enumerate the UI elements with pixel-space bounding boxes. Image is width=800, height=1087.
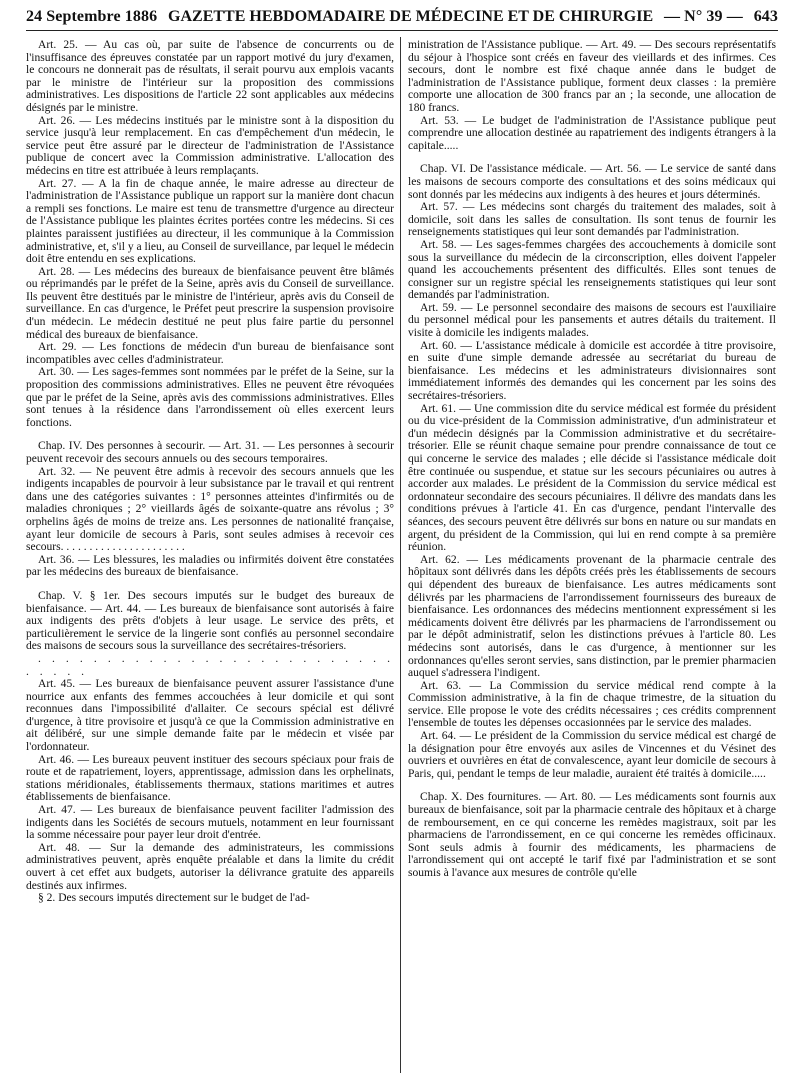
left-column: [26, 39, 394, 1079]
chapter-heading-paragraph: Chap. V. § 1er. Des secours imputés sur le budget des bureaux de bienfaisance. — Art. 44. — Les bureaux de bienfaisance sont autorisés à faire aux indigents des prêts d'objets à leur usage. Le service des prêts, et particulièrement le service de la lingerie sont confiés au personnel secondaire des maisons de secours sous la surveillance des secrétaires-trésoriers.: [26, 589, 394, 653]
ellipsis-line: . . . . . . . . . . . . . . . . . . . . . . . . . . . . . . .: [26, 652, 394, 678]
paragraph: Art. 30. — Les sages-femmes sont nommées par le préfet de la Seine, sur la proposition des commissions administratives. Elles ne peuvent être révoquées que par le préfet de la Seine, après avis des commissions administratives. Elles sont tenues à la résidence dans l'arrondissement où elles exercent leurs fonctions.: [26, 366, 394, 429]
paragraph: Art. 48. — Sur la demande des administrateurs, les commissions administratives peuvent, après enquête préalable et dans la limite du crédit ouvert à cet effet aux budgets, autoriser la délivrance gratuite des appareils destinés aux infirmes.: [26, 841, 394, 892]
paragraph: Art. 29. — Les fonctions de médecin d'un bureau de bienfaisance sont incompatibles avec celles d'administrateur.: [26, 341, 394, 366]
paragraph: Art. 57. — Les médecins sont chargés du traitement des malades, soit à domicile, soit dans les salles de consultation. Ils sont tenus de fournir les renseignements statistiques qui leur sont demandés par l'administration.: [408, 201, 776, 239]
paragraph: Art. 32. — Ne peuvent être admis à recevoir des secours annuels que les indigents incapables de pourvoir à leur subsistance par le travail et qui rentrent dans une des catégories suivantes : 1° personnes atteintes d'infirmités ou de maladies chroniques ; 2° vieillards âgés de soixante-quatre ans révolus ; 3° orphelins âgés de moins de treize ans. Les personnes de nationalité française, ayant leur domicile de secours à Paris, sont seules admises à recevoir ces secours. . . . . . . . . . . . . . . . . . . . . .: [26, 465, 394, 554]
paragraph: Art. 58. — Les sages-femmes chargées des accouchements à domicile sont sous la surveillance du médecin de la circonscription, elles doivent l'appeler quand les accouchements présentent des difficultés. Elles sont tenues de consigner sur un registre spécial les renseignements statistiques qui leur sont demandés par l'administration.: [408, 238, 776, 302]
page-number: 643: [753, 8, 778, 25]
paragraph: Art. 47. — Les bureaux de bienfaisance peuvent faciliter l'admission des indigents dans les Sociétés de secours mutuels, notamment en leur fournissant la somme nécessaire pour payer leur droit d'entrée.: [26, 804, 394, 842]
paragraph: Art. 63. — La Commission du service médical rend compte à la Commission administrative, à la fin de chaque trimestre, de la situation du service. Elle propose le vote des crédits nécessaires ; ces crédits comprennent l'ensemble de toutes les dépenses occasionnées par le service des malades.: [408, 679, 776, 730]
paragraph: Art. 64. — Le président de la Commission du service médical est chargé de la désignation pour être envoyés aux asiles de Vincennes et du Vésinet des ouvriers et ouvrières en état de convalescence, ayant leur domicile de secours à Paris, qui, pendant le temps de leur maladie, auraient été traités à domicile.....: [408, 730, 776, 780]
paragraph: Art. 60. — L'assistance médicale à domicile est accordée à titre provisoire, en suite d'une simple demande adressée au secrétariat du bureau de bienfaisance. Les médecins et les administrateurs divisionnaires sont immédiatement informés des demandes qui les concernent par les soins des secrétaires-trésoriers.: [408, 339, 776, 403]
paragraph: Art. 62. — Les médicaments provenant de la pharmacie centrale des hôpitaux sont délivrés dans les dépôts créés près les établissements de secours qui dépendent des bureaux de bienfaisance. Les autres médicaments sont délivrés par les pharmaciens de l'arrondissement fournisseurs des bureaux de bienfaisance. Les ordonnances des médecins mentionnent expressément si les médicaments doivent être délivrés par les pharmaciens de l'arrondissement ou par le dépôt administratif, selon les distinctions prévues à l'article 80. Les médecins sont autorisés, dans le cas d'urgence, à mentionner sur les ordonnances qu'elles seront servies, sans distinction, par le premier pharmacien auquel s'adressera l'indigent.: [408, 553, 776, 680]
chapter-heading-paragraph: Chap. IV. Des personnes à secourir. — Art. 31. — Les personnes à secourir peuvent recevoir des secours annuels ou des secours temporaires.: [26, 440, 394, 465]
paragraph: Art. 26. — Les médecins institués par le ministre sont à la disposition du service jusqu'à leur remplacement. En cas d'empêchement d'un médecin, le service peut être assuré par le directeur de l'administration de l'Assistance publique de concert avec la Commission administrative. L'allocation des médecins en titre est attribuée à leurs remplaçants.: [26, 114, 394, 177]
running-header: [26, 8, 778, 31]
paragraph: Art. 25. — Au cas où, par suite de l'absence de concurrents ou de l'insuffisance des épreuves constatée par un rapport motivé du jury d'examen, le concours ne donnerait pas de résultats, il serait pourvu aux emplois vacants par le ministre de l'intérieur sur la proposition des commissions administratives. Les dispositions de l'article 22 sont applicables aux médecins désignés par le ministre.: [26, 39, 394, 114]
paragraph: Art. 61. — Une commission dite du service médical est formée du président ou du vice-président de la Commission administrative, d'un administrateur et d'un médecin désignés par la Commission administrative et du secrétaire-trésorier. Elle se réunit chaque semaine pour prendre connaissance de tout ce qui concerne le service des malades ; elle décide si l'assistance médicale doit être continuée ou suspendue, et statue sur les secours pécuniaires ou autres à accorder aux malades. Le président de la Commission du service médical est ordonnateur secondaire des secours pécuniaires. Il délivre des mandats dans les conditions prévues à l'article 41. En cas d'urgence, pendant l'intervalle des séances, des secours peuvent être délivrés sur bons en nature ou sur mandats en argent, du président de la Commission, qui lui en rend compte à sa première réunion.: [408, 402, 776, 554]
column-rule: [394, 39, 408, 1079]
paragraph: Art. 46. — Les bureaux peuvent instituer des secours spéciaux pour frais de route et de rapatriement, loyers, apprentissage, admission dans les orphelinats, stations méridionales, établissements thermaux, stations maritimes et autres établissements de bienfaisance.: [26, 753, 394, 804]
text-columns: [26, 39, 778, 1079]
paragraph: Art. 53. — Le budget de l'administration de l'Assistance publique peut comprendre une allocation destinée au rapatriement des indigents étrangers à la capitale.....: [408, 114, 776, 152]
issue-number: — N° 39 —: [663, 8, 743, 25]
paragraph: Art. 36. — Les blessures, les maladies ou infirmités doivent être constatées par les médecins des bureaux de bienfaisance.: [26, 553, 394, 579]
right-column: [408, 39, 776, 1079]
paragraph: Art. 45. — Les bureaux de bienfaisance peuvent assurer l'assistance d'une nourrice aux enfants des femmes accouchées à leur domicile et qui sont reconnues dans l'impossibilité d'allaiter. Ce secours spécial est délivré d'urgence, à titre provisoire et jusqu'à ce que la Commission administrative en ait délibéré, sur une simple demande faite par le médecin et visée par l'ordonnateur.: [26, 678, 394, 754]
paragraph: ministration de l'Assistance publique. — Art. 49. — Des secours représentatifs du séjour à l'hospice sont créés en faveur des vieillards et des infirmes. Ces secours, dont le nombre est fixé chaque année dans le budget de l'administration de l'Assistance publique, forment deux classes : la première comporte une allocation de 300 francs par an ; la seconde, une allocation de 180 francs.: [408, 39, 776, 114]
header-date: 24 Septembre 1886: [26, 8, 158, 25]
journal-title: GAZETTE HEBDOMADAIRE DE MÉDECINE ET DE CHIRURGIE: [168, 8, 654, 25]
paragraph: Art. 28. — Les médecins des bureaux de bienfaisance peuvent être blâmés ou réprimandés par le préfet de la Seine, après avis du Conseil de surveillance. Ils peuvent être destitués par le ministre de l'intérieur, après avis du Conseil de surveillance. En cas d'urgence, le Préfet peut prescrire la suspension provisoire d'un médecin. Le médecin destitué ne peut plus faire partie du personnel médical des bureaux de bienfaisance.: [26, 265, 394, 341]
paragraph: Art. 59. — Le personnel secondaire des maisons de secours est l'auxiliaire du personnel médical pour les pansements et autres détails du traitement. Il visite à domicile les indigents malades.: [408, 301, 776, 340]
paragraph: Art. 27. — A la fin de chaque année, le maire adresse au directeur de l'administration de l'Assistance publique un rapport sur la manière dont chacun a rempli ses fonctions. Le maire est tenu de transmettre d'urgence au directeur de l'Assistance publique les plaintes écrites portées contre les médecins. Si ces plaintes paraissent justifiées au directeur, il les communique à la Commission administrative, et, s'il y a lieu, au Conseil de surveillance, par lequel le médecin doit être entendu en ses explications.: [26, 177, 394, 266]
section-heading-paragraph: § 2. Des secours imputés directement sur le budget de l'ad-: [38, 892, 310, 905]
chapter-heading-paragraph: Chap. VI. De l'assistance médicale. — Art. 56. — Le service de santé dans les maisons de secours comporte des consultations et des soins médicaux qui sont donnés par les médecins aux indigents à des heures et jours déterminés.: [408, 163, 776, 201]
chapter-heading-paragraph: Chap. X. Des fournitures. — Art. 80. — Les médicaments sont fournis aux bureaux de bienfaisance, soit par la pharmacie centrale des hôpitaux et à charge de remboursement, en ce qui concerne les remèdes magistraux, soit par les pharmaciens de l'arrondissement, en ce qui concerne les remèdes officinaux. Sont seuls admis à fournir des médicaments, les pharmaciens de l'arrondissement qui ont accepté le tarif fixé par l'administration et se sont soumis à l'avance aux mesures de contrôle qu'elle: [408, 791, 776, 879]
